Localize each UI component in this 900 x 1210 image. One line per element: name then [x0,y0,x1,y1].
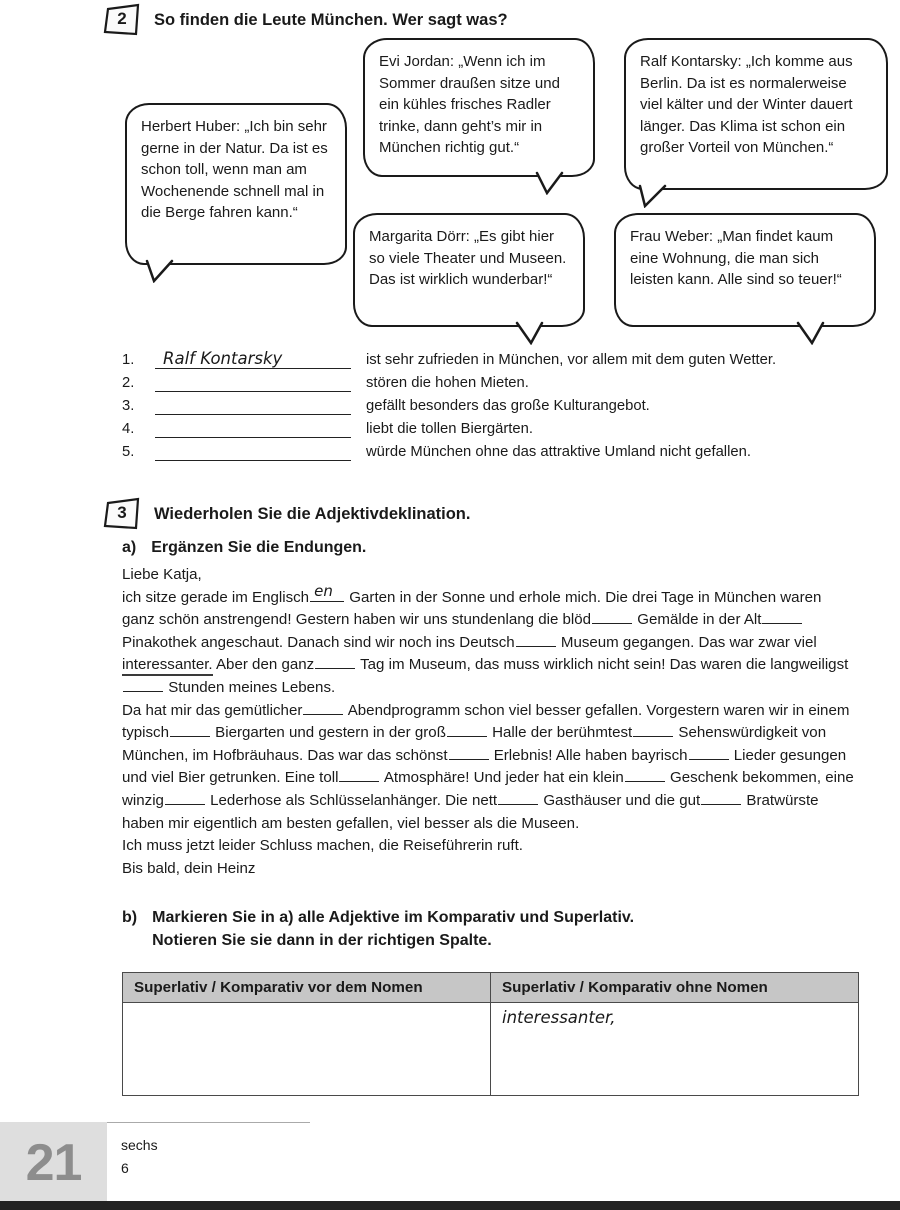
speech-bubble-margarita [353,213,585,327]
bubble-text: Frau Weber: „Man findet kaum eine Wohnung, die man sich leisten kann. Alle sind so teuer!“ [630,228,842,288]
bubble-tail-icon [636,184,670,208]
sub-title-line1: Markieren Sie in a) alle Adjektive im Komparativ und Superlativ. [152,909,635,926]
item-text: gefällt besonders das große Kulturangebot. [366,398,650,414]
speech-bubble-evi [363,38,595,177]
blank-field[interactable] [315,655,355,669]
item-number: 4. [122,421,135,437]
letter-segment: Da hat mir das gemütlicher [122,701,303,719]
bubble-tail-icon [533,171,567,195]
blank-field[interactable] [498,791,538,805]
table-cell-left[interactable] [123,1003,491,1096]
blank-field[interactable] [303,701,343,715]
letter-segment: Geschenk bekommen, eine winzig [122,769,854,809]
letter-segment: Ich muss jetzt leider Schluss machen, die Reiseführerin ruft. [122,837,523,855]
handwritten-ending: en [314,582,333,600]
answer-line[interactable] [155,396,351,415]
handwritten-answer: Ralf Kontarsky [163,349,283,368]
handwritten-entry: interessanter, [502,1008,616,1027]
letter-segment: Halle der berühmtest [487,724,633,742]
bubble-text: Margarita Dörr: „Es gibt hier so viele Theater und Museen. Das ist wirklich wunderbar!“ [369,228,567,288]
letter-segment: Tag im Museum, das muss wirklich nicht sein! Das waren die langweiligst [356,656,849,674]
bubble-tail-icon [143,259,177,283]
page-number-small: 6 [121,1160,129,1176]
comparison-table [122,972,859,1096]
speech-bubble-herbert [125,103,347,265]
bottom-bar [0,1201,900,1210]
list-item [122,392,892,415]
speech-bubble-ralf [624,38,888,190]
blank-field[interactable] [762,610,802,624]
sub-title [152,906,634,952]
letter-segment: Biergarten und gestern in der groß [210,724,446,742]
letter-text [122,564,854,880]
blank-field[interactable] [449,746,489,760]
item-text: würde München ohne das attraktive Umland nicht gefallen. [366,444,751,460]
exercise2-list [122,346,892,461]
speech-bubble-weber [614,213,876,327]
letter-segment: Sehenswürdigkeit von München, im Hofbräuhaus. Das war das schönst [122,724,827,764]
letter-segment: Abendprogramm schon viel besser gefallen. Vorgestern waren wir in einem typisch [122,701,850,742]
list-item [122,346,892,369]
blank-field[interactable] [123,678,163,692]
item-text: liebt die tollen Biergärten. [366,421,533,437]
exercise2-title: So finden die Leute München. Wer sagt was? [154,10,508,29]
answer-line[interactable] [155,373,351,392]
item-text: ist sehr zufrieden in München, vor allem mit dem guten Wetter. [366,352,777,368]
blank-field[interactable] [592,610,632,624]
item-text: stören die hohen Mieten. [366,375,529,391]
letter-segment: Lieder gesungen und viel Bier getrunken. Eine toll [122,746,847,787]
letter-segment: Liebe Katja, [122,566,202,583]
exercise3a-heading [122,536,366,559]
exercise3-title: Wiederholen Sie die Adjektivdeklination. [154,504,471,523]
bubble-text: Evi Jordan: „Wenn ich im Sommer draußen sitze und ein kühles frisches Radler trinke, dann geht’s mir in München richtig gut.“ [379,53,560,156]
letter-segment: Aber den ganz [212,656,315,674]
page-word: sechs [121,1137,158,1153]
sub-label: b) [122,909,138,926]
answer-line[interactable] [155,350,351,369]
exercise3-number: 3 [117,503,127,522]
blank-field[interactable] [310,582,344,602]
letter-segment: Museum gegangen. Das war zwar viel [556,633,817,651]
page-number-large: 21 [25,1133,82,1192]
letter-segment: Garten in der Sonne und erhole mich. Die drei Tage in München waren ganz schön anstrengend! Gestern haben wir uns stundenlang die blöd [122,588,822,629]
exercise3-number-badge [103,497,141,531]
blank-field[interactable] [170,723,210,737]
list-item [122,438,892,461]
letter-segment: Gemälde in der Alt [633,611,762,629]
sub-title: Ergänzen Sie die Endungen. [151,539,367,556]
item-number: 1. [122,352,135,368]
marked-word: interessanter. [122,656,213,676]
letter-segment: ich sitze gerade im Englisch [122,588,310,606]
exercise3b-heading [122,906,634,952]
blank-field[interactable] [625,768,665,782]
letter-segment: Erlebnis! Alle haben bayrisch [489,746,688,764]
sub-title-line2: Notieren Sie sie dann in der richtigen Spalte. [152,932,492,949]
letter-segment: Bis bald, dein Heinz [122,859,256,877]
comparison-table-wrap [122,972,859,1096]
sub-label: a) [122,539,137,556]
letter-segment: Atmosphäre! Und jeder hat ein klein [380,769,624,787]
item-number: 2. [122,375,135,391]
list-item [122,415,892,438]
footer-pagination [121,1134,158,1180]
letter-segment: Gasthäuser und die gut [539,791,701,809]
list-item [122,369,892,392]
exercise2-number: 2 [117,9,127,28]
exercise3-header [103,497,470,531]
bubble-tail-icon [794,321,828,345]
letter-segment: Bratwürste haben mir eigentlich am besten gefallen, viel besser als die Museen. [122,791,819,832]
answer-line[interactable] [155,419,351,438]
exercise2-header [103,3,508,37]
letter-segment: Lederhose als Schlüsselanhänger. Die nett [205,791,498,809]
footer-divider [107,1122,310,1123]
exercise2-number-badge [103,3,141,37]
bubble-tail-icon [513,321,547,345]
blank-field[interactable] [447,723,487,737]
bubble-text: Ralf Kontarsky: „Ich komme aus Berlin. Da ist es normalerweise viel kälter und der Winter dauert länger. Das Klima ist schon ein großer Vorteil von München.“ [640,53,853,156]
item-number: 5. [122,444,135,460]
table-cell-right[interactable] [491,1003,859,1096]
blank-field[interactable] [689,746,729,760]
blank-field[interactable] [516,633,556,647]
letter-segment: Stunden meines Lebens. [164,678,336,696]
table-header-left: Superlativ / Komparativ vor dem Nomen [123,973,491,1003]
answer-line[interactable] [155,442,351,461]
page-number-box [0,1122,107,1203]
blank-field[interactable] [701,791,741,805]
blank-field[interactable] [339,768,379,782]
table-header-right: Superlativ / Komparativ ohne Nomen [491,973,859,1003]
blank-field[interactable] [165,791,205,805]
item-number: 3. [122,398,135,414]
blank-field[interactable] [633,723,673,737]
bubble-text: Herbert Huber: „Ich bin sehr gerne in der Natur. Da ist es schon toll, wenn man am Wochenende schnell mal in die Berge fahren kann.“ [141,118,328,221]
letter-segment: Pinakothek angeschaut. Danach sind wir noch ins Deutsch [122,633,515,651]
